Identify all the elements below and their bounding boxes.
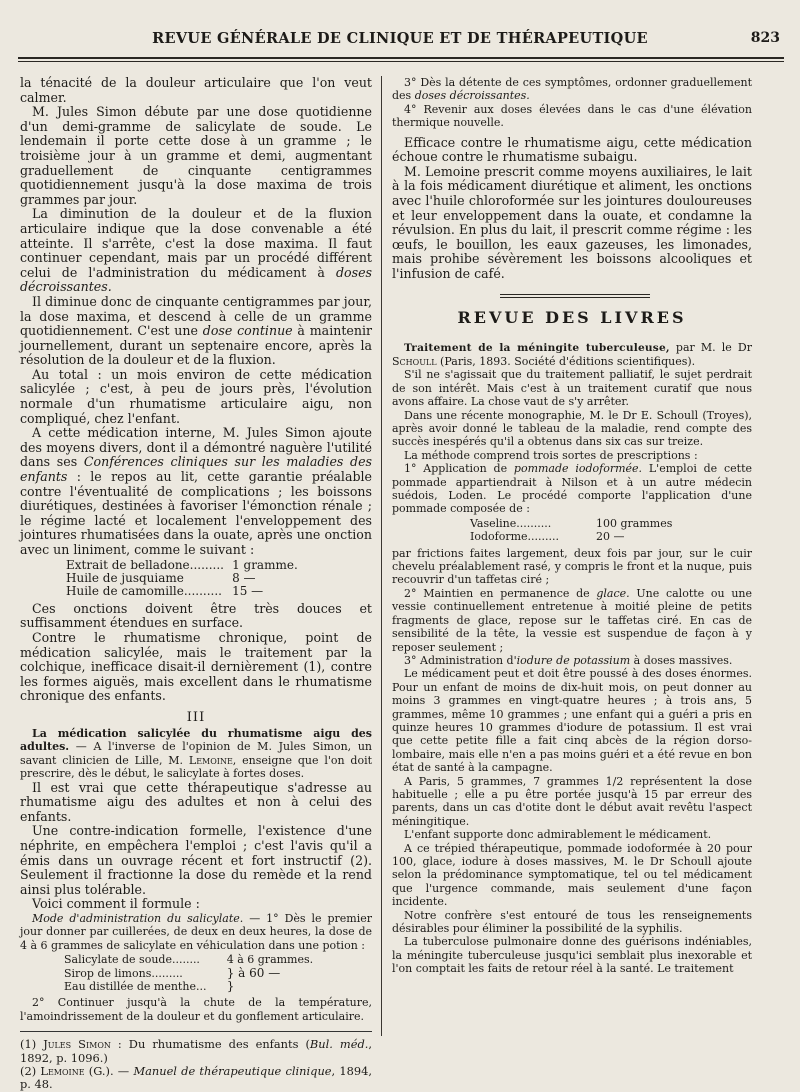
prescription-row: Sirop de limons......... } à 60 — bbox=[64, 965, 281, 980]
paragraph: Contre le rhumatisme chronique, point de médication salicylée, mais le traitement par la colchique, inefficace disait-il dernièrement (1), contre les formes aiguës, mais excellent dans le rhumatisme chronique des enfants. bbox=[20, 630, 372, 704]
paragraph: Notre confrère s'est entouré de tous les renseignements désirables pour éliminer la possibilité de la syphilis. bbox=[392, 908, 752, 936]
paragraph: Ces onctions doivent être très douces et suffisamment étendues en surface. bbox=[20, 600, 372, 631]
section-rule bbox=[500, 294, 650, 298]
book-review-heading: Traitement de la méningite tuberculeuse, par M. le Dr Schoull (Paris, 1893. Société d'éditions scientifiques). bbox=[392, 340, 752, 368]
page-number: 823 bbox=[750, 30, 780, 46]
paragraph: Mode d'administration du salicylate. — 1° Dès le premier jour donner par cuillerées, de deux en deux heures, la dose de 4 à 6 grammes de salicylate en véhiculation dans une potion : bbox=[20, 911, 372, 952]
prescription-row: Vaseline.......... 100 grammes bbox=[470, 516, 673, 530]
prescription-pommade bbox=[470, 517, 752, 544]
prescription-row: Huile de jusquiame 8 — bbox=[66, 571, 256, 585]
running-title: REVUE GÉNÉRALE DE CLINIQUE ET DE THÉRAPEUTIQUE bbox=[152, 30, 648, 47]
column-divider bbox=[381, 76, 382, 1036]
paragraph: 2° Maintien en permanence de glace. Une calotte ou une vessie continuellement entretenue à moitié pleine de petits fragments de glace, repose sur le taffetas ciré. En cas de sensibilité de la tête, la vessie est suspendue de façon à y reposer seulement ; bbox=[392, 586, 752, 654]
prescription-row: Salicylate de soude........ 4 à 6 grammes. bbox=[64, 953, 314, 967]
paragraph: 3° Dès la détente de ces symptômes, ordonner graduellement des doses décroissantes. bbox=[392, 76, 752, 103]
prescription-liniment bbox=[66, 559, 372, 599]
paragraph: 2° Continuer jusqu'à la chute de la température, l'amoindrissement de la douleur et du gonflement articulaire. bbox=[20, 996, 372, 1023]
paragraph: Efficace contre le rhumatisme aigu, cette médication échoue contre le rhumatisme subaigu. bbox=[392, 134, 752, 165]
right-column bbox=[392, 76, 752, 1066]
paragraph: Au total : un mois environ de cette médication salicylée ; c'est, à peu de jours près, l'évolution normale d'un rhumatisme articulaire aigu, non compliqué, chez l'enfant. bbox=[20, 366, 372, 426]
paragraph: M. Lemoine prescrit comme moyens auxiliaires, le lait à la fois médicament diurétique et aliment, les onctions avec l'huile chloroformée sur les jointures douloureuses et leur enveloppement dans la ouate, et condamne la révulsion. En plus du lait, il prescrit comme régime : les œufs, le bouillon, les eaux gazeuses, les limonades, mais prohibe sévèrement les boissons alcooliques et l'infusion de café. bbox=[392, 163, 752, 281]
left-column bbox=[20, 75, 373, 1092]
header-rule bbox=[18, 57, 784, 62]
paragraph: 1° Application de pommade iodoformée. L'emploi de cette pommade appartiendrait à Nilson et à un autre médecin suédois, Loden. Le procédé comporte l'application d'une pommade composée de : bbox=[392, 462, 753, 516]
paragraph: Il est vrai que cette thérapeutique s'adresse au rhumatisme aigu des adultes et non à celui des enfants. bbox=[20, 779, 372, 824]
prescription-row: Iodoforme......... 20 — bbox=[470, 530, 625, 544]
paragraph: La méthode comprend trois sortes de prescriptions : bbox=[404, 448, 698, 462]
paragraph: La tuberculose pulmonaire donne des guérisons indéniables, la méningite tuberculeuse jusqu'ici semblait plus inexorable et l'on comptait les faits de retour réel à la santé. Le traitement bbox=[392, 935, 752, 976]
paragraph: 4° Revenir aux doses élevées dans le cas d'une élévation thermique nouvelle. bbox=[392, 102, 752, 130]
paragraph: 3° Administration d'iodure de potassium à doses massives. bbox=[404, 653, 733, 667]
running-head bbox=[18, 30, 782, 56]
prescription-row: Huile de camomille.......... 15 — bbox=[66, 584, 264, 599]
paragraph: Il diminue donc de cinquante centigrammes par jour, la dose maxima, et descend à celle de un gramme quotidiennement. C'est une dose continue à maintenir journellement, durant un septenaire encore, après la résolution de la douleur et de la fluxion. bbox=[20, 293, 373, 368]
paragraph: La diminution de la douleur et de la fluxion articulaire indique que la dose convenable a été atteinte. Il s'arrête, c'est la dose maxima. Il faut continuer cependant, mais par un procédé différent celui de l'administration du médicament à doses décroissantes. bbox=[20, 206, 372, 295]
footnotes bbox=[20, 1038, 372, 1092]
section-number: III bbox=[186, 709, 206, 725]
paragraph: Dans une récente monographie, M. le Dr E. Schoull (Troyes), après avoir donné le tableau de la maladie, rend compte des succès inespérés qu'il a obtenus dans six cas sur treize. bbox=[392, 408, 752, 449]
paragraph: Le médicament peut et doit être poussé à des doses énormes. Pour un enfant de moins de dix-huit mois, on peut donner au moins 3 grammes en vingt-quatre heures ; à trois ans, 5 grammes, même 10 grammes ; une enfant qui a guéri a pris en quinze heures 10 grammes d'iodure de potassium. Il est vrai que cette petite fille a fait cinq abcès de la région dorso-lombaire, mais elle n'en a pas moins guéri et a été revue en bon état de santé à la campagne. bbox=[392, 667, 752, 775]
footnote: (2) Lemoine (G.). — Manuel de thérapeutique clinique, 1894, p. 48. bbox=[20, 1064, 372, 1092]
footnote-rule bbox=[20, 1031, 372, 1032]
prescription-row: Eau distillée de menthe... } bbox=[64, 978, 235, 993]
paragraph: Une contre-indication formelle, l'existence d'une néphrite, en empêchera l'emploi ; c'est l'avis qu'il a émis dans un ouvrage récent et fort instructif (2). Seulement il fractionne la dose du remède et la rend ainsi plus tolérable. bbox=[20, 823, 372, 897]
prescription-row: Extrait de belladone......... 1 gramme. bbox=[66, 557, 298, 572]
footnote: (1) Jules Simon : Du rhumatisme des enfants (Bul. méd., 1892, p. 1096.) bbox=[20, 1037, 373, 1065]
paragraph: A cette médication interne, M. Jules Simon ajoute des moyens divers, dont il a démontré naguère l'utilité dans ses Conférences cliniques sur les maladies des enfants : le repos au lit, cette garantie préalable contre l'éventualité de complications ; les boissons diurétiques, destinées à favoriser l'émonction rénale ; le régime lacté et localement l'enveloppement des jointures rhumatisées dans la ouate, après une onction avec un liniment, comme le suivant : bbox=[20, 425, 373, 557]
section-title: REVUE DES LIVRES bbox=[457, 307, 687, 327]
paragraph: L'enfant supporte donc admirablement le médicament. bbox=[404, 828, 712, 842]
paragraph: par frictions faites largement, deux fois par jour, sur le cuir chevelu préalablement rasé, y compris le front et la nuque, puis recouvrir d'un taffetas ciré ; bbox=[392, 546, 752, 587]
paragraph: A Paris, 5 grammes, 7 grammes 1/2 représentent la dose habituelle ; elle a pu être portée jusqu'à 15 par erreur des parents, dans un cas d'otite dont le début avait revêtu l'aspect méningitique. bbox=[392, 774, 752, 828]
paragraph: La médication salicylée du rhumatisme aigu des adultes. — A l'inverse de l'opinion de M. Jules Simon, un savant clinicien de Lille, M. Lemoine, enseigne que l'on doit prescrire, dès le début, le salicylate à fortes doses. bbox=[20, 726, 373, 781]
paragraph: Voici comment il formule : bbox=[32, 896, 200, 912]
paragraph: S'il ne s'agissait que du traitement palliatif, le sujet perdrait de son intérêt. Mais c'est à un traitement curatif que nous avons affaire. La chose vaut de s'y arrêter. bbox=[392, 368, 752, 409]
paragraph: la ténacité de la douleur articulaire que l'on veut calmer. bbox=[20, 75, 372, 105]
paragraph: A ce trépied thérapeutique, pommade iodoformée à 20 pour 100, glace, iodure à doses massives, M. le Dr Schoull ajoute selon la prédominance symptomatique, tel ou tel médicament que l'urgence commande, mais seulement d'une façon incidente. bbox=[392, 841, 752, 909]
prescription-potion bbox=[64, 953, 372, 993]
paragraph: M. Jules Simon débute par une dose quotidienne d'un demi-gramme de salicylate de soude. Le lendemain il porte cette dose à un gramme ; le troisième jour à un gramme et demi, augmentant graduellement de cinquante centigrammes quotidiennement jusqu'à la dose maxima de trois grammes par jour. bbox=[20, 104, 372, 207]
